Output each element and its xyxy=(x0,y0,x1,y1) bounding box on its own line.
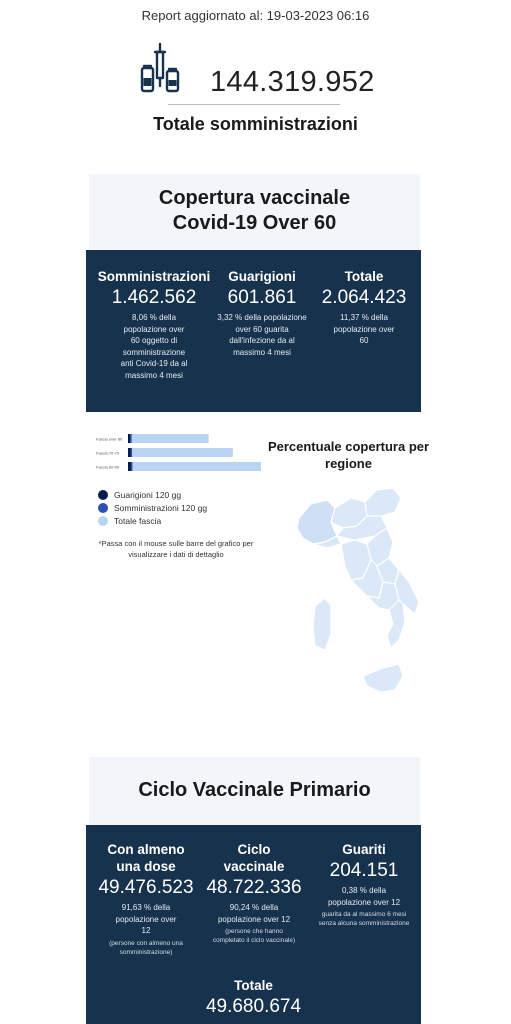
bar-totale[interactable] xyxy=(128,462,261,471)
stat-description: 0,38 % della popolazione over 12 xyxy=(327,886,401,907)
stat-title: Somministrazioni xyxy=(97,269,211,284)
stat-value: 1.462.562 xyxy=(111,287,197,308)
stat-note: (persone con almeno una somministrazione) xyxy=(109,939,183,956)
bar-totale[interactable] xyxy=(128,448,233,457)
stat-value: 601.861 xyxy=(227,287,297,308)
bar-guarigioni[interactable] xyxy=(128,434,130,443)
coverage-chart-section xyxy=(86,424,430,714)
stat-value: 204.151 xyxy=(329,860,399,881)
stat-value: 49.680.674 xyxy=(205,996,302,1017)
stat-note: (persone che hanno completato il ciclo vaccinale) xyxy=(212,928,296,944)
legend-item-totale[interactable] xyxy=(98,514,207,527)
stat-description: 11,37 % della popolazione over 60 xyxy=(333,313,395,345)
primary-cycle-title: Ciclo Vaccinale Primario xyxy=(138,779,371,801)
stat-totale xyxy=(314,268,414,347)
legend-dot-icon xyxy=(98,516,108,526)
stat-title: Ciclo vaccinale xyxy=(223,842,285,874)
primary-cycle-header xyxy=(89,757,420,825)
stat-description: 8,06 % della popolazione over 60 oggetto di somministrazione anti Covid-19 da al massimo 4 mesi xyxy=(120,313,188,380)
bar-guarigioni[interactable] xyxy=(128,462,131,471)
legend-label: Guarigioni 120 gg xyxy=(114,489,182,500)
stat-title: Totale xyxy=(234,978,273,993)
stat-title: Guarigioni xyxy=(228,269,296,284)
stat-description: 90,24 % della popolazione over 12 xyxy=(217,903,291,924)
stat-totale-primario xyxy=(86,977,421,1019)
stat-value: 48.722.336 xyxy=(206,877,302,898)
italy-region-map[interactable] xyxy=(291,486,421,711)
region-coverage-title: Percentuale copertura per regione xyxy=(267,439,430,471)
legend-item-somministrazioni[interactable] xyxy=(98,501,207,514)
stat-description: 3,32 % della popolazione over 60 guarita dall'infezione da al massimo 4 mesi xyxy=(217,313,307,357)
map-region-sicilia xyxy=(363,664,403,692)
legend-label: Totale fascia xyxy=(114,515,162,526)
map-region-sardegna xyxy=(313,598,331,650)
vaccine-vial-icon xyxy=(138,42,182,94)
stat-title: Totale xyxy=(344,269,384,284)
legend-dot-icon xyxy=(98,490,108,500)
stat-title: Con almeno una dose xyxy=(107,842,185,874)
stat-somministrazioni xyxy=(96,268,212,381)
stat-guarigioni xyxy=(212,268,312,358)
stat-ciclo-vaccinale xyxy=(202,841,306,945)
stat-value: 2.064.423 xyxy=(321,287,407,308)
over60-title: Copertura vaccinale Covid-19 Over 60 xyxy=(158,187,351,234)
total-administrations-value: 144.319.952 xyxy=(210,66,375,98)
total-administrations-label: Totale somministrazioni xyxy=(153,114,358,134)
stat-value: 49.476.523 xyxy=(98,877,194,898)
stat-note: guarita da al massimo 6 mesi senza alcuna somministrazione xyxy=(318,911,410,927)
age-band-bar-chart xyxy=(96,432,261,476)
report-updated-date: Report aggiornato al: 19-03-2023 06:16 xyxy=(141,8,370,23)
bar-guarigioni[interactable] xyxy=(128,448,131,457)
stat-description: 91,63 % della popolazione over 12 xyxy=(115,903,177,935)
map-region-nord-est xyxy=(365,488,401,516)
stat-title: Guariti xyxy=(342,842,386,857)
hero-total xyxy=(0,40,511,140)
bar-totale[interactable] xyxy=(128,434,209,443)
stat-almeno-una-dose xyxy=(96,841,196,957)
over60-header xyxy=(89,174,420,250)
bar-category-label: Fascia over 80 xyxy=(96,436,123,442)
legend-label: Somministrazioni 120 gg xyxy=(114,502,208,513)
bar-category-label: Fascia 70-79 xyxy=(96,450,120,456)
over60-stats-panel xyxy=(86,250,421,412)
stat-guariti xyxy=(312,841,416,928)
legend-item-guarigioni[interactable] xyxy=(98,488,207,501)
chart-legend xyxy=(98,488,207,527)
hero-divider xyxy=(168,104,340,105)
primary-cycle-stats-panel xyxy=(86,825,421,1024)
bar-category-label: Fascia 60-69 xyxy=(96,464,120,470)
chart-hint: *Passa con il mouse sulle barre del grafico per visualizzare i dati di dettaglio xyxy=(98,539,254,559)
legend-dot-icon xyxy=(98,503,108,513)
